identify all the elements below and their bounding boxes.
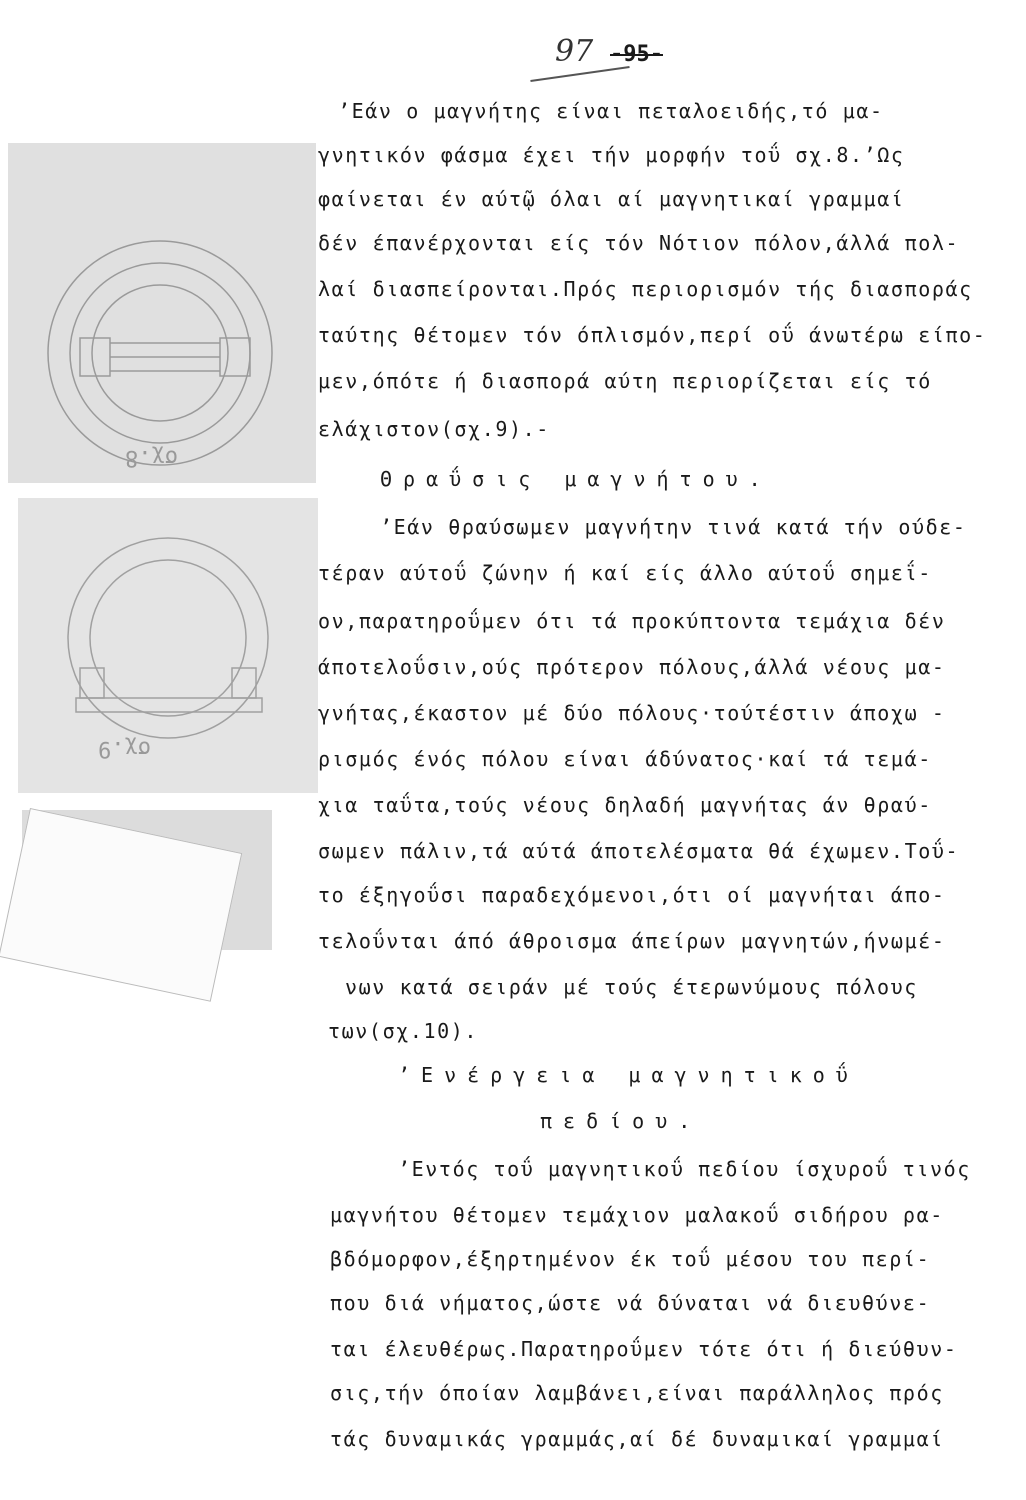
text-line-28: ται έλευθέρως.Παρατηροΰμεν τότε ότι ή διεύθυν- (330, 1337, 958, 1361)
text-line-14: γνήτας,έκαστον μέ δύο πόλους·τούτέστιν άποχω - (318, 701, 946, 725)
magnet-pole-left (80, 668, 104, 698)
figure-9 (18, 498, 318, 793)
magnet-pole-right (232, 668, 256, 698)
text-line-20: νων κατά σειράν μέ τούς έτερωνύμους πόλους (345, 975, 918, 999)
text-line-10: ’Εάν θραύσωμεν μαγνήτην τινά κατά τήν ούδε- (380, 515, 967, 539)
field-line-outer (48, 241, 272, 465)
text-line-21: των(σχ.10). (328, 1019, 479, 1043)
text-line-5: λαί διασπείρονται.Πρός περιορισμόν τής διασποράς (318, 277, 973, 301)
text-line-13: άποτελοΰσιν,ούς πρότερον πόλους,άλλά νέους μα- (318, 655, 946, 679)
field-line-inner (90, 560, 246, 716)
text-line-8: ελάχιστον(σχ.9).- (318, 417, 550, 441)
figure-8-caption: σχ.8 (125, 445, 178, 470)
text-line-19: τελοΰνται άπό άθροισμα άπείρων μαγνητών,ήνωμέ- (318, 929, 946, 953)
text-line-18: το έξηγοΰσι παραδεχόμενοι,ότι οί μαγνήται άπο- (318, 883, 946, 907)
text-line-17: σωμεν πάλιν,τά αύτά άποτελέσματα θά έχωμεν.Τοΰ- (318, 839, 960, 863)
text-line-12: ον,παρατηροΰμεν ότι τά προκύπτοντα τεμάχια δέν (318, 609, 946, 633)
field-line-inner (92, 285, 228, 421)
armature (76, 698, 262, 712)
section-heading-field-action-2: πεδίου. (540, 1109, 702, 1133)
figure-9-caption: σχ.9 (98, 736, 151, 761)
text-line-15: ρισμός ένός πόλου είναι άδύνατος·καί τά τεμά- (318, 747, 932, 771)
text-line-2: γνητικόν φάσμα έχει τήν μορφήν τοΰ σχ.8.’Ως (318, 143, 905, 167)
text-line-11: τέραν αύτοΰ ζώνην ή καί είς άλλο αύτοΰ σημεΐ- (318, 561, 932, 585)
field-line-middle (70, 263, 250, 443)
field-line-outer (68, 538, 268, 738)
text-line-6: ταύτης θέτομεν τόν όπλισμόν,περί οΰ άνωτέρω είπο- (318, 323, 987, 347)
text-line-27: που διά νήματος,ώστε νά δύναται νά διευθύνε- (330, 1291, 931, 1315)
page-number-typed: -95- (610, 42, 663, 67)
text-line-26: βδόμορφον,έξηρτημένον έκ τοΰ μέσου του περί- (330, 1247, 931, 1271)
text-line-3: φαίνεται έν αύτῷ όλαι αί μαγνητικαί γραμμαί (318, 187, 905, 211)
text-line-29: σις,τήν όποίαν λαμβάνει,είναι παράλληλος πρός (330, 1381, 944, 1405)
section-heading-magnet-break: Θραΰσις μαγνήτου. (380, 467, 772, 491)
text-line-30: τάς δυναμικάς γραμμάς,αί δέ δυναμικαί γραμμαί (330, 1427, 944, 1451)
figure-9-drawing (18, 498, 318, 793)
page-number-handwritten: 97 (555, 34, 594, 69)
section-heading-field-action: ’Ενέργεια μαγνητικοΰ (398, 1063, 859, 1087)
figure-8-drawing (8, 143, 316, 483)
figure-8 (8, 143, 316, 483)
text-line-25: μαγνήτου θέτομεν τεμάχιον μαλακοΰ σιδήρου ρα- (330, 1203, 944, 1227)
text-line-4: δέν έπανέρχονται είς τόν Νότιον πόλον,άλλά πολ- (318, 231, 960, 255)
text-line-7: μεν,όπότε ή διασπορά αύτη περιορίζεται είς τό (318, 369, 932, 393)
magnet-pole-right (220, 338, 250, 376)
text-line-16: χια ταΰτα,τούς νέους δηλαδή μαγνήτας άν θραύ- (318, 793, 932, 817)
text-line-24: ’Εντός τοΰ μαγνητικοΰ πεδίου ίσχυροΰ τινός (398, 1157, 971, 1181)
page-header (550, 28, 750, 88)
text-line-1: ’Εάν ο μαγνήτης είναι πεταλοειδής,τό μα- (338, 99, 884, 123)
